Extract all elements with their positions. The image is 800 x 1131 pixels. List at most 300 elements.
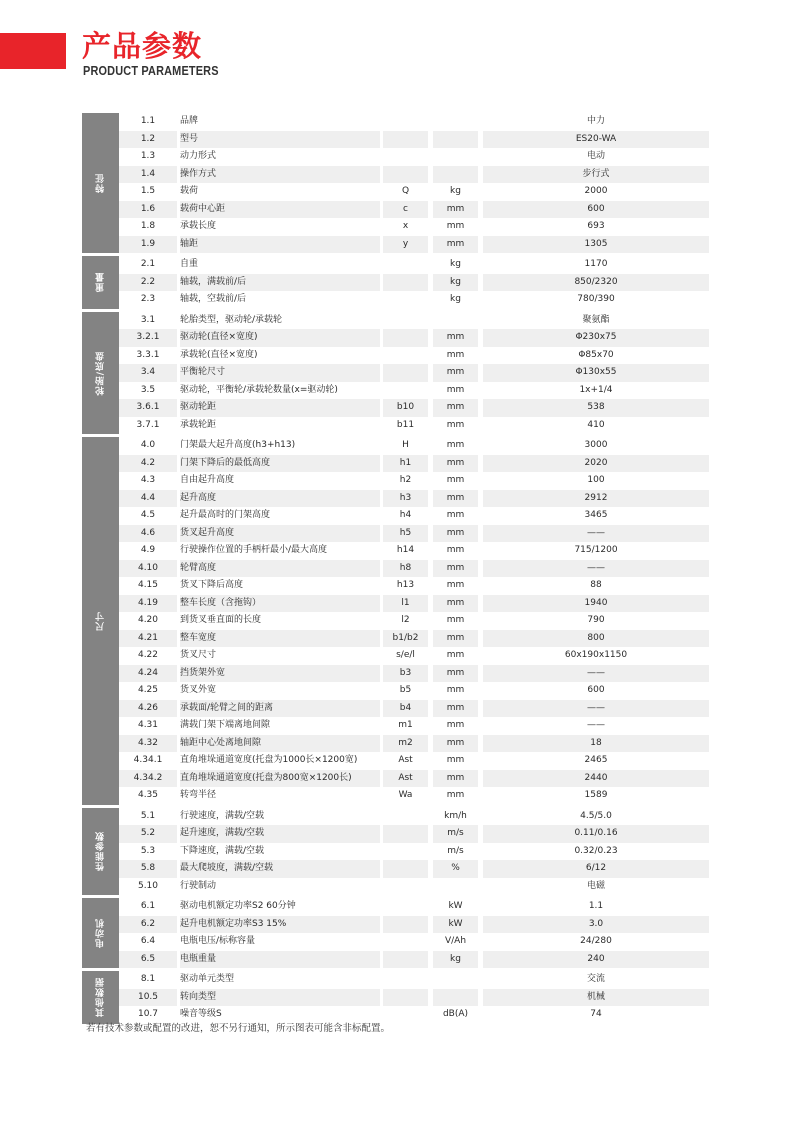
param-code: 1.6 [119, 201, 177, 219]
group-label: 轮胎/底盘 [96, 350, 106, 395]
param-code: 4.20 [137, 615, 159, 625]
param-symbol: h2 [399, 475, 412, 485]
table-row [119, 312, 709, 330]
param-name: 载荷中心距 [180, 201, 380, 219]
table-row [119, 595, 709, 613]
param-code: 4.4 [119, 490, 177, 508]
table-row [119, 113, 709, 131]
group-label-cell [82, 898, 119, 968]
param-symbol [383, 971, 428, 989]
param-code: 4.22 [137, 650, 159, 660]
param-name: 挡货架外宽 [180, 665, 380, 683]
param-value: 步行式 [483, 166, 709, 184]
param-value: 2912 [483, 490, 709, 508]
table-row [119, 860, 709, 878]
param-value: 电磁 [586, 880, 605, 891]
param-unit: V/Ah [444, 936, 467, 946]
param-value: 60x190x1150 [564, 650, 628, 660]
param-value: 715/1200 [574, 545, 618, 555]
group-rows [119, 898, 709, 968]
param-code: 5.2 [119, 825, 177, 843]
param-symbol: m2 [383, 735, 428, 753]
param-code: 3.5 [140, 384, 156, 395]
param-name: 轮胎类型，驱动轮/承载轮 [180, 314, 283, 325]
table-row [119, 752, 709, 770]
table-row [119, 525, 709, 543]
param-value: 693 [587, 221, 605, 231]
param-name: 直角堆垛通道宽度(托盘为1000长×1200宽) [180, 755, 358, 765]
param-unit: mm [446, 419, 465, 430]
param-name: 自由起升高度 [180, 475, 235, 485]
group-label-cell [82, 971, 119, 1024]
param-symbol [383, 148, 428, 166]
table-row [119, 490, 709, 508]
param-unit: dB(A) [442, 1009, 469, 1019]
param-code: 8.1 [140, 974, 156, 984]
param-name: 起升电机额定功率S3 15% [180, 916, 380, 934]
param-value: 3.0 [483, 916, 709, 934]
param-symbol [383, 364, 428, 382]
param-symbol [383, 933, 428, 951]
param-unit: kg [433, 951, 478, 969]
param-name: 整车长度（含拖钩） [180, 595, 380, 613]
param-unit: mm [433, 700, 478, 718]
table-row [119, 878, 709, 896]
param-group [82, 808, 709, 896]
param-value: 850/2320 [483, 274, 709, 292]
param-symbol: b5 [399, 685, 412, 695]
param-unit: kg [450, 294, 461, 304]
param-name: 直角堆垛通道宽度(托盘为800宽×1200长) [180, 770, 380, 788]
table-row [119, 455, 709, 473]
group-rows [119, 256, 709, 309]
param-name: 到货叉垂直面的长度 [180, 615, 262, 625]
param-unit: mm [433, 630, 478, 648]
group-rows [119, 971, 709, 1024]
param-symbol: b3 [383, 665, 428, 683]
param-name: 驱动轮(直径×宽度) [180, 329, 380, 347]
param-symbol [383, 256, 428, 274]
param-name: 品牌 [180, 116, 199, 126]
param-value: —— [483, 525, 709, 543]
param-unit: kW [448, 901, 463, 911]
param-value: 机械 [483, 989, 709, 1007]
param-symbol: h4 [399, 510, 412, 520]
param-unit: mm [433, 455, 478, 473]
group-label-cell [82, 437, 119, 805]
table-row [119, 274, 709, 292]
group-rows [119, 312, 709, 435]
param-symbol [383, 898, 428, 916]
param-value: 780/390 [577, 294, 615, 304]
param-value: 1.1 [588, 901, 604, 911]
param-unit: mm [446, 440, 465, 450]
param-name: 自重 [180, 259, 199, 269]
param-code: 4.34.1 [133, 755, 163, 765]
table-row [119, 148, 709, 166]
param-code: 3.1 [140, 314, 156, 325]
group-label: 重量 [96, 272, 106, 293]
param-code: 6.4 [140, 936, 156, 946]
param-code: 2.1 [140, 259, 156, 269]
param-code: 4.25 [137, 685, 159, 695]
param-unit: mm [446, 615, 465, 625]
header-accent-bar [0, 33, 66, 69]
param-code: 4.10 [119, 560, 177, 578]
param-value: 3000 [584, 440, 608, 450]
param-value: 2465 [584, 755, 608, 765]
param-symbol: h3 [383, 490, 428, 508]
param-name: 起升速度，满载/空载 [180, 825, 380, 843]
param-value: 24/280 [580, 936, 612, 946]
param-value: 4.5/5.0 [580, 810, 612, 821]
param-name: 货叉下降后高度 [180, 580, 244, 590]
param-unit: km/h [444, 810, 467, 821]
param-name: 承载面/轮臂之间的距离 [180, 700, 380, 718]
param-code: 4.0 [140, 440, 156, 450]
table-row [119, 201, 709, 219]
param-name: 行驶速度，满载/空载 [180, 810, 265, 821]
param-unit: % [433, 860, 478, 878]
param-symbol: Ast [398, 755, 413, 765]
param-symbol: H [402, 440, 409, 450]
param-value: ES20-WA [483, 131, 709, 149]
param-symbol [383, 989, 428, 1007]
param-unit [433, 312, 478, 330]
table-row [119, 843, 709, 861]
param-unit [433, 989, 478, 1007]
param-name: 转向类型 [180, 989, 380, 1007]
param-symbol [383, 382, 428, 400]
param-symbol: h1 [383, 455, 428, 473]
param-symbol [383, 131, 428, 149]
param-name: 货叉外宽 [180, 685, 217, 695]
param-code: 3.6.1 [119, 399, 177, 417]
param-symbol: m1 [398, 720, 413, 730]
param-symbol [383, 916, 428, 934]
param-unit: mm [433, 364, 478, 382]
param-symbol [383, 951, 428, 969]
param-symbol: y [383, 236, 428, 254]
group-label: 电动机 [96, 918, 106, 948]
group-label: 其他数据 [96, 977, 106, 1018]
param-name: 驱动电机额定功率S2 60分钟 [180, 901, 296, 911]
param-code: 1.2 [119, 131, 177, 149]
param-unit [433, 878, 478, 896]
param-code: 4.26 [119, 700, 177, 718]
param-code: 3.4 [119, 364, 177, 382]
param-unit: kW [433, 916, 478, 934]
param-value: 1305 [483, 236, 709, 254]
param-symbol: h14 [396, 545, 415, 555]
table-row [119, 700, 709, 718]
param-group [82, 971, 709, 1024]
param-value: 1170 [584, 259, 608, 269]
param-symbol: Wa [398, 790, 413, 800]
param-code: 2.2 [119, 274, 177, 292]
parameters-table [82, 113, 709, 1027]
param-symbol: Q [401, 186, 410, 196]
param-value: —— [587, 720, 605, 730]
footnote: 若有技术参数或配置的改进，恕不另行通知，所示图表可能含非标配置。 [86, 1023, 391, 1034]
group-rows [119, 808, 709, 896]
param-symbol [383, 312, 428, 330]
param-name: 下降速度，满载/空载 [180, 845, 265, 856]
param-name: 起升高度 [180, 490, 380, 508]
param-name: 转弯半径 [180, 790, 217, 800]
param-code: 4.19 [119, 595, 177, 613]
table-row [119, 717, 709, 735]
table-row [119, 256, 709, 274]
param-code: 4.15 [137, 580, 159, 590]
param-symbol: b11 [396, 419, 415, 430]
param-symbol [383, 878, 428, 896]
table-row [119, 787, 709, 805]
param-value: —— [483, 700, 709, 718]
group-label-cell [82, 113, 119, 253]
param-value: 电动 [586, 151, 605, 161]
param-value: Φ130x55 [483, 364, 709, 382]
param-code: 10.7 [137, 1009, 159, 1019]
param-unit: kg [450, 259, 461, 269]
param-unit: mm [433, 735, 478, 753]
param-group [82, 113, 709, 253]
param-name: 满载门架下端离地间隙 [180, 720, 271, 730]
param-symbol: h8 [383, 560, 428, 578]
param-name: 承载轮(直径×宽度) [180, 349, 258, 360]
param-code: 3.2.1 [119, 329, 177, 347]
param-code: 5.10 [137, 880, 159, 891]
param-symbol [383, 113, 428, 131]
param-name: 货叉起升高度 [180, 525, 380, 543]
param-unit: mm [446, 545, 465, 555]
param-name: 动力形式 [180, 151, 217, 161]
param-unit: mm [433, 201, 478, 219]
table-row [119, 808, 709, 826]
table-row [119, 291, 709, 309]
table-row [119, 951, 709, 969]
param-name: 承载长度 [180, 221, 217, 231]
param-code: 4.3 [140, 475, 156, 485]
param-value: —— [483, 665, 709, 683]
param-symbol [383, 329, 428, 347]
param-symbol [383, 843, 428, 861]
param-symbol: h13 [396, 580, 415, 590]
table-row [119, 542, 709, 560]
param-code: 4.9 [140, 545, 156, 555]
param-code: 4.2 [119, 455, 177, 473]
table-row [119, 329, 709, 347]
param-name: 行驶制动 [180, 880, 217, 891]
param-name: 货叉尺寸 [180, 650, 217, 660]
table-row [119, 382, 709, 400]
table-row [119, 166, 709, 184]
param-code: 5.1 [140, 810, 156, 821]
param-symbol: Ast [383, 770, 428, 788]
param-code: 1.4 [119, 166, 177, 184]
param-value: 6/12 [483, 860, 709, 878]
param-symbol: l1 [383, 595, 428, 613]
param-unit: m/s [447, 845, 464, 856]
param-symbol: h5 [383, 525, 428, 543]
param-value: 3465 [584, 510, 608, 520]
param-unit: mm [433, 399, 478, 417]
param-unit [433, 148, 478, 166]
param-symbol [383, 347, 428, 365]
param-value: 240 [483, 951, 709, 969]
param-name: 驱动单元类型 [180, 974, 235, 984]
param-name: 平衡轮尺寸 [180, 364, 380, 382]
param-value: 1940 [483, 595, 709, 613]
table-row [119, 399, 709, 417]
param-value: 中力 [586, 116, 605, 126]
param-name: 整车宽度 [180, 630, 380, 648]
table-row [119, 507, 709, 525]
param-value: 1589 [584, 790, 608, 800]
table-row [119, 971, 709, 989]
table-row [119, 770, 709, 788]
param-unit: mm [433, 665, 478, 683]
param-code: 1.3 [140, 151, 156, 161]
table-row [119, 218, 709, 236]
param-code: 3.7.1 [136, 419, 160, 430]
param-unit: mm [446, 720, 465, 730]
table-row [119, 236, 709, 254]
table-row [119, 364, 709, 382]
table-row [119, 560, 709, 578]
param-name: 驱动轮距 [180, 399, 380, 417]
param-unit: mm [446, 755, 465, 765]
group-rows [119, 113, 709, 253]
param-code: 1.1 [140, 116, 156, 126]
param-unit: mm [433, 329, 478, 347]
table-row [119, 577, 709, 595]
param-code: 2.3 [140, 294, 156, 304]
param-name: 型号 [180, 131, 380, 149]
param-unit [433, 166, 478, 184]
param-name: 轴距 [180, 236, 380, 254]
table-row [119, 183, 709, 201]
table-row [119, 437, 709, 455]
page-title: 产品参数 [82, 29, 203, 63]
table-row [119, 989, 709, 1007]
group-rows [119, 437, 709, 805]
param-value: 0.32/0.23 [574, 845, 618, 856]
param-name: 起升最高时的门架高度 [180, 510, 271, 520]
param-name: 驱动轮，平衡轮/承载轮数量(x=驱动轮) [180, 384, 338, 395]
param-code: 4.21 [119, 630, 177, 648]
param-group [82, 437, 709, 805]
param-unit: mm [433, 490, 478, 508]
param-symbol: x [402, 221, 409, 231]
param-code: 1.9 [119, 236, 177, 254]
table-row [119, 647, 709, 665]
param-unit: mm [446, 384, 465, 395]
param-unit: mm [433, 560, 478, 578]
param-unit: mm [446, 790, 465, 800]
table-row [119, 347, 709, 365]
param-unit: mm [433, 770, 478, 788]
table-row [119, 417, 709, 435]
group-label: 尺寸 [96, 610, 106, 631]
param-name: 噪音等级S [180, 1009, 222, 1019]
param-unit [433, 971, 478, 989]
param-value: Φ230x75 [483, 329, 709, 347]
param-value: 600 [483, 201, 709, 219]
param-value: 18 [483, 735, 709, 753]
param-name: 轴载，空载前/后 [180, 294, 247, 304]
param-symbol [383, 291, 428, 309]
param-symbol: b4 [383, 700, 428, 718]
param-symbol: b10 [383, 399, 428, 417]
table-row [119, 916, 709, 934]
param-code: 5.8 [119, 860, 177, 878]
param-unit: mm [446, 475, 465, 485]
group-label: 特征 [96, 173, 106, 193]
param-name: 门架最大起升高度(h3+h13) [180, 440, 296, 450]
param-value: 2000 [584, 186, 608, 196]
param-value: 410 [587, 419, 605, 430]
param-value: 88 [590, 580, 602, 590]
param-unit: mm [433, 236, 478, 254]
param-name: 载荷 [180, 186, 199, 196]
param-unit: mm [446, 349, 465, 360]
param-group [82, 256, 709, 309]
param-symbol: b1/b2 [383, 630, 428, 648]
table-row [119, 682, 709, 700]
param-name: 门架下降后的最低高度 [180, 455, 380, 473]
param-value: 2020 [483, 455, 709, 473]
param-code: 4.35 [137, 790, 159, 800]
param-value: 74 [590, 1009, 602, 1019]
param-code: 3.3.1 [136, 349, 160, 360]
group-label: 性能参数 [96, 831, 106, 872]
param-symbol [383, 274, 428, 292]
param-unit [433, 131, 478, 149]
param-code: 5.3 [140, 845, 156, 856]
param-value: 聚氨酯 [582, 314, 610, 325]
param-code: 4.6 [119, 525, 177, 543]
param-name: 承载轮距 [180, 419, 217, 430]
param-unit: mm [433, 525, 478, 543]
param-name: 电瓶重量 [180, 951, 380, 969]
param-value: 2440 [483, 770, 709, 788]
param-value: 100 [587, 475, 605, 485]
param-code: 4.5 [140, 510, 156, 520]
param-unit: mm [446, 221, 465, 231]
param-value: 790 [587, 615, 605, 625]
table-row [119, 735, 709, 753]
param-unit [433, 113, 478, 131]
param-code: 6.1 [140, 901, 156, 911]
param-symbol [383, 166, 428, 184]
group-label-cell [82, 312, 119, 435]
param-code: 4.34.2 [119, 770, 177, 788]
table-row [119, 665, 709, 683]
param-code: 6.5 [119, 951, 177, 969]
table-row [119, 898, 709, 916]
param-name: 轴距中心处离地间隙 [180, 735, 380, 753]
param-code: 1.5 [140, 186, 156, 196]
param-symbol: s/e/l [396, 650, 415, 660]
param-group [82, 312, 709, 435]
param-symbol [383, 808, 428, 826]
param-value: 538 [483, 399, 709, 417]
param-symbol: c [383, 201, 428, 219]
param-symbol: l2 [401, 615, 410, 625]
param-value: 800 [483, 630, 709, 648]
param-name: 行驶操作位置的手柄杆最小/最大高度 [180, 545, 328, 555]
